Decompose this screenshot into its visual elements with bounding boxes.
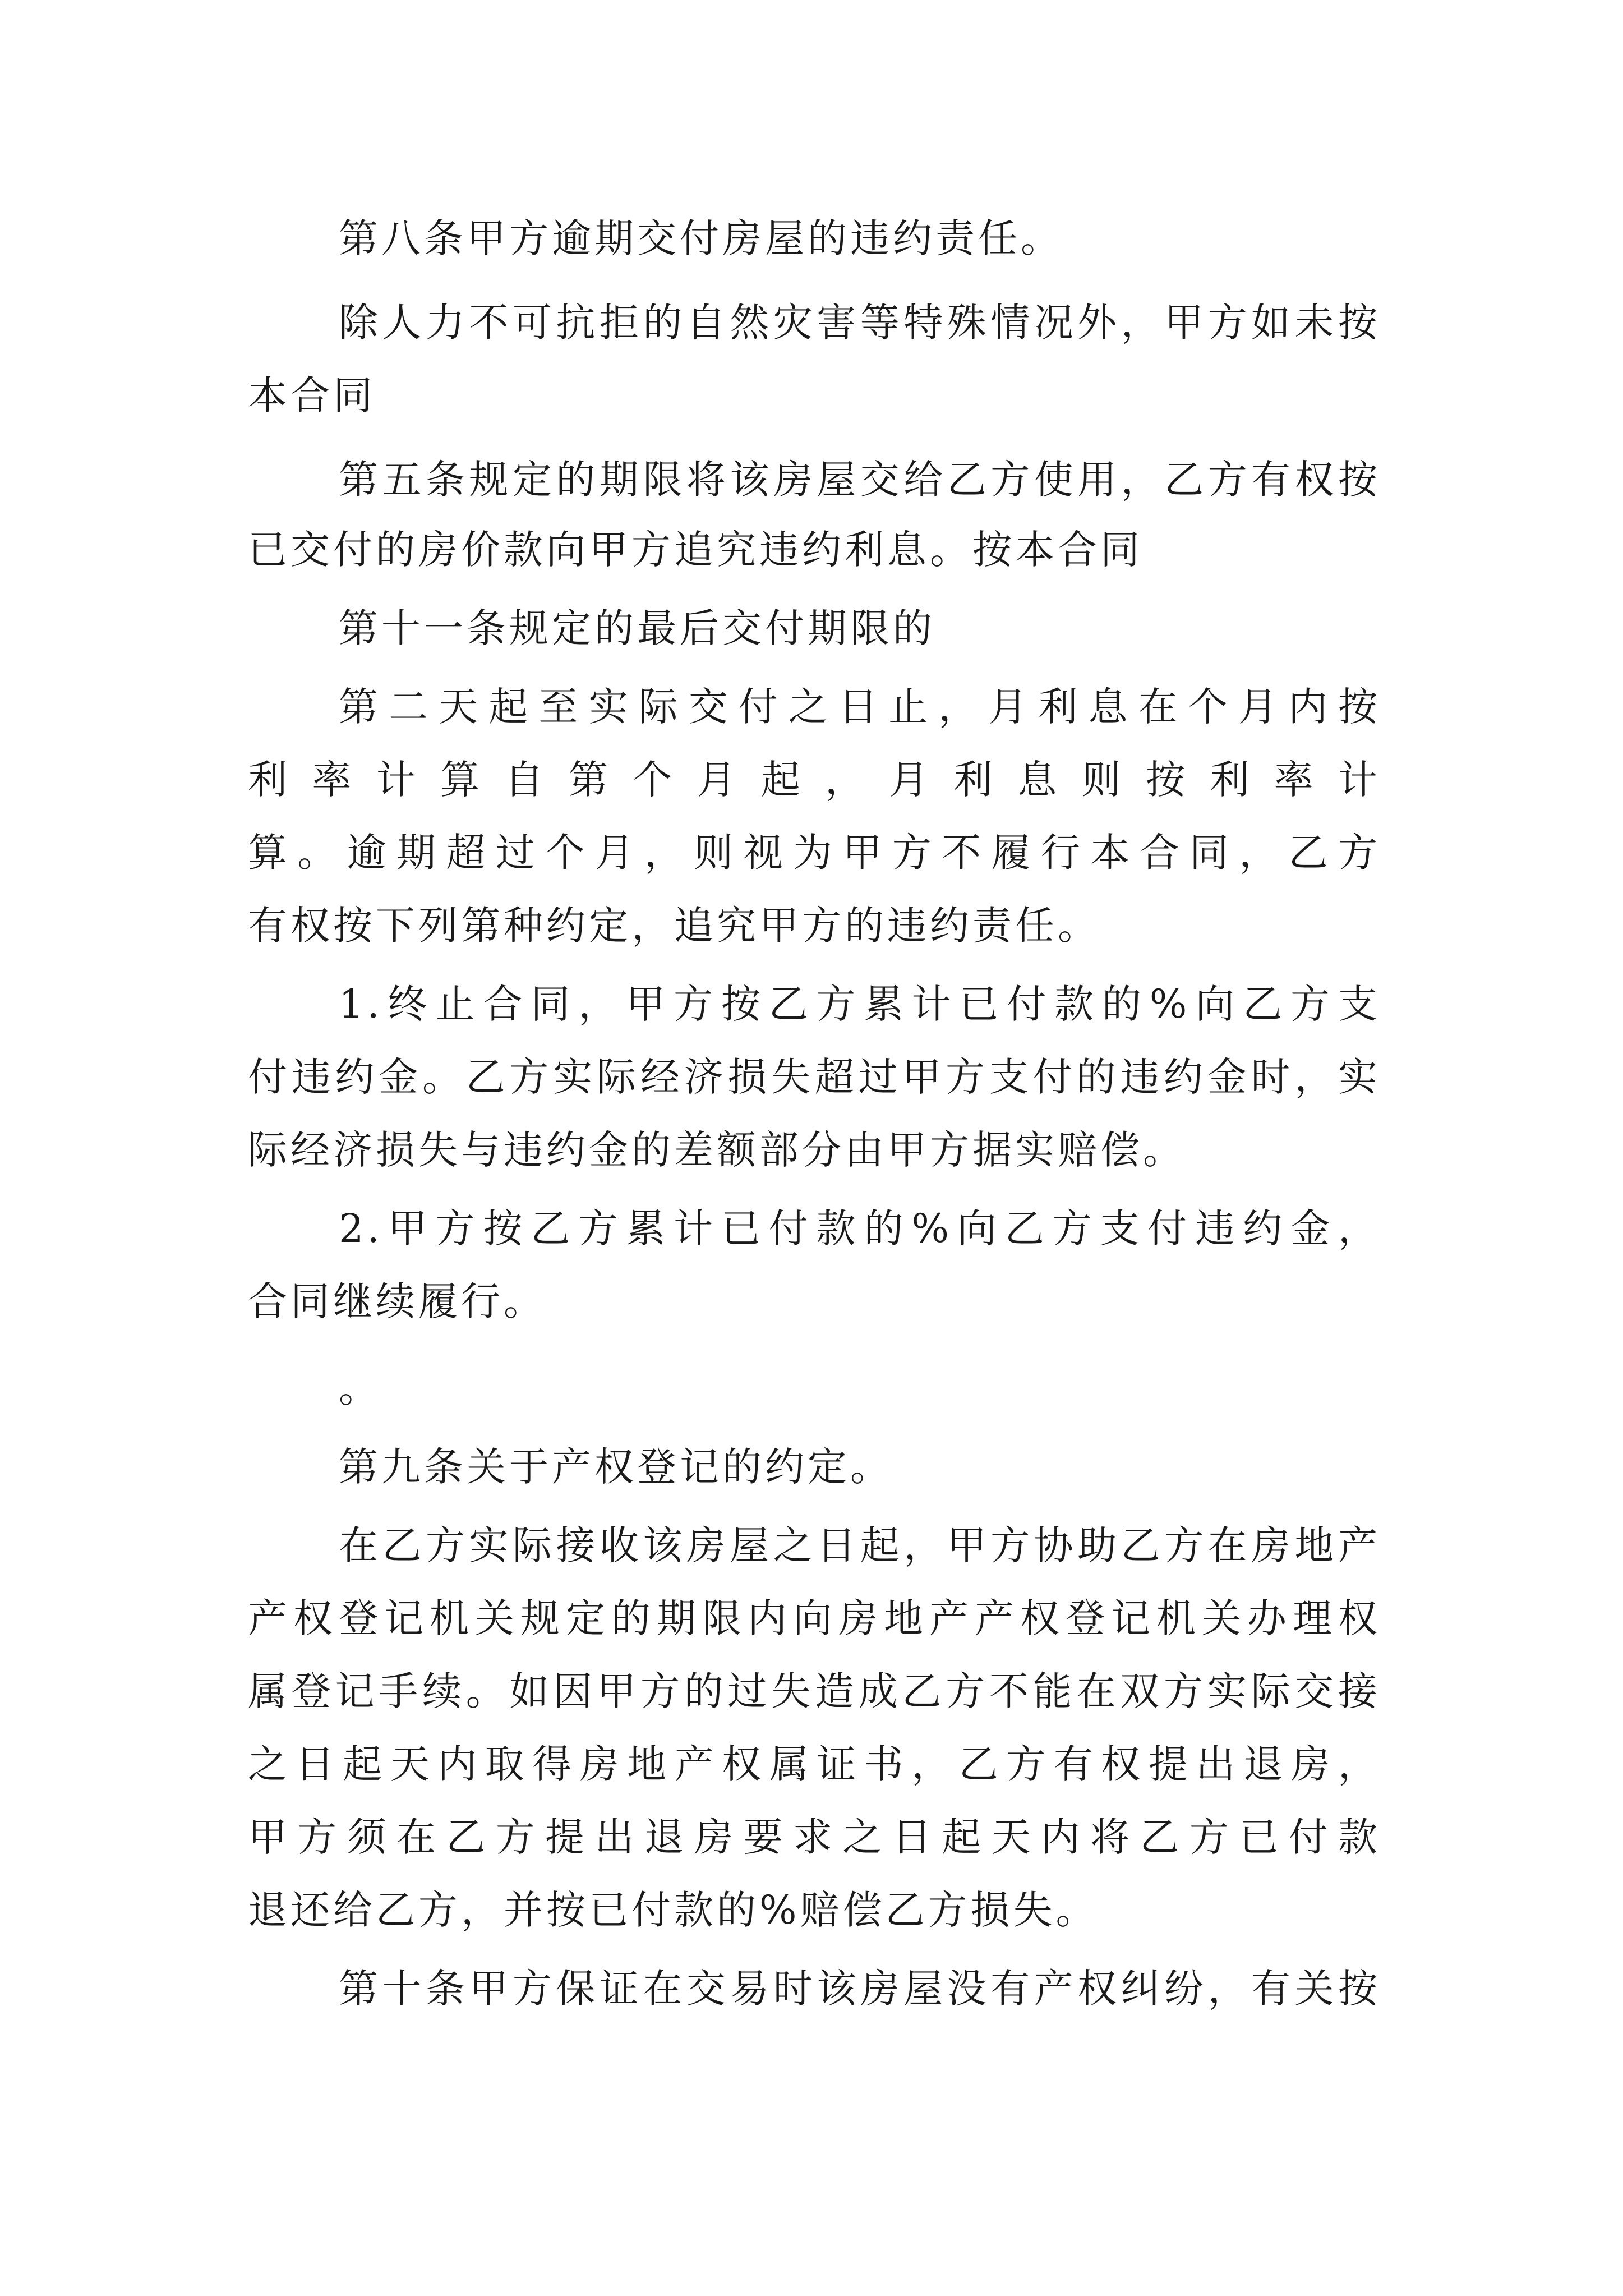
paragraph-line: 1.终止合同，甲方按乙方累计已付款的%向乙方支 (339, 981, 1381, 1027)
paragraph-line: 已交付的房价款向甲方追究违约利息。按本合同 (248, 527, 1143, 573)
paragraph-line: 退还给乙方，并按已付款的%赔偿乙方损失。 (248, 1887, 1099, 1933)
paragraph-line: 第十一条规定的最后交付期限的 (339, 605, 935, 651)
paragraph-line: 属登记手续。如因甲方的过失造成乙方不能在双方实际交接 (248, 1668, 1381, 1714)
paragraph-line: 本合同 (248, 372, 376, 418)
paragraph-line: 甲方须在乙方提出退房要求之日起天内将乙方已付款 (248, 1814, 1381, 1860)
paragraph-line: 合同继续履行。 (248, 1278, 546, 1324)
paragraph-line: 除人力不可抗拒的自然灾害等特殊情况外，甲方如未按 (339, 300, 1381, 346)
paragraph-line: 算。逾期超过个月，则视为甲方不履行本合同，乙方 (248, 830, 1381, 876)
paragraph-line: 之日起天内取得房地产权属证书，乙方有权提出退房， (248, 1741, 1381, 1787)
paragraph-line: 有权按下列第种约定，追究甲方的违约责任。 (248, 903, 1100, 949)
paragraph-line: 付违约金。乙方实际经济损失超过甲方支付的违约金时，实 (248, 1054, 1381, 1100)
paragraph-line: 。 (339, 1365, 381, 1411)
article-9-heading: 第九条关于产权登记的约定。 (339, 1444, 893, 1490)
paragraph-line: 第二天起至实际交付之日止，月利息在个月内按 (339, 684, 1381, 730)
paragraph-line: 际经济损失与违约金的差额部分由甲方据实赔偿。 (248, 1127, 1186, 1173)
paragraph-line: 产权登记机关规定的期限内向房地产产权登记机关办理权 (248, 1595, 1381, 1641)
paragraph-line: 2.甲方按乙方累计已付款的%向乙方支付违约金， (339, 1205, 1381, 1251)
article-10-heading: 第十条甲方保证在交易时该房屋没有产权纠纷，有关按 (339, 1966, 1381, 2012)
article-8-heading: 第八条甲方逾期交付房屋的违约责任。 (339, 215, 1063, 261)
paragraph-line: 第五条规定的期限将该房屋交给乙方使用，乙方有权按 (339, 457, 1381, 503)
paragraph-line: 利率计算自第个月起，月利息则按利率计 (248, 757, 1381, 803)
paragraph-line: 在乙方实际接收该房屋之日起，甲方协助乙方在房地产 (339, 1522, 1381, 1568)
